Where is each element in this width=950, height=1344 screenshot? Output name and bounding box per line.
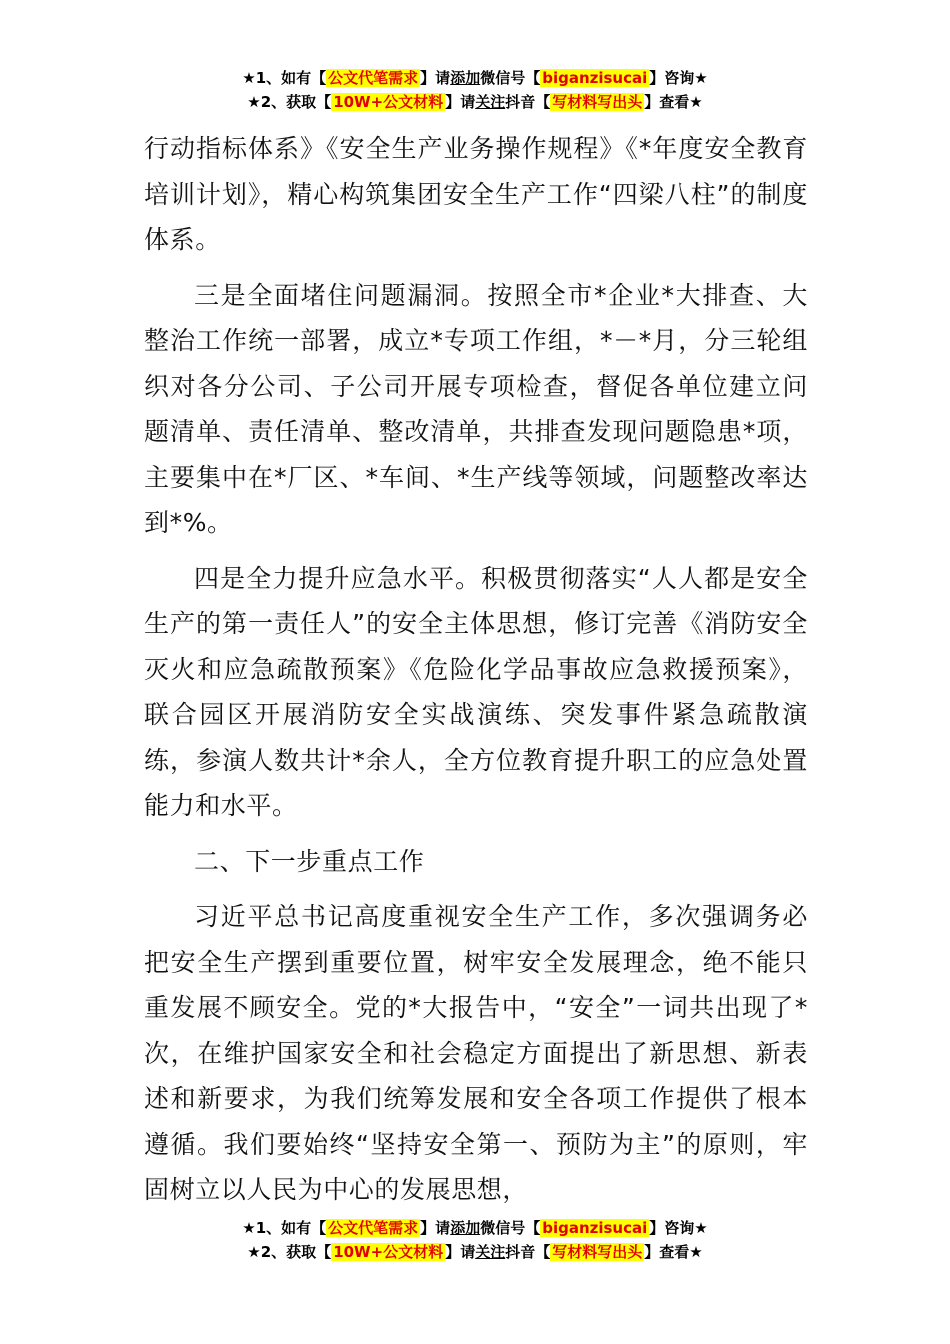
highlight-text: 写材料写出头 bbox=[552, 93, 643, 111]
paragraph: 行动指标体系》《安全生产业务操作规程》《*年度安全教育培训计划》，精心构筑集团安全生产工作“四梁八柱”的制度体系。 bbox=[144, 134, 808, 254]
highlight-text: 公文代笔需求 bbox=[328, 69, 419, 87]
highlight-text: 写材料写出头 bbox=[552, 1243, 643, 1261]
banner-line-1: ★1、如有【 公文代笔需求 】请添加微信号【 biganzisucai 】咨询★ bbox=[242, 1219, 708, 1237]
banner-line-1: ★1、如有【 公文代笔需求 】请添加微信号【 biganzisucai 】咨询★ bbox=[242, 69, 708, 87]
paragraph: 习近平总书记高度重视安全生产工作，多次强调务必把安全生产摆到重要位置，树牢安全发展理念，绝不能只重发展不顾安全。党的*大报告中，“安全”一词共出现了*次，在维护国家安全和社会稳定方面提出了新思想、新表述和新要求，为我们统筹发展和安全各项工作提供了根本遵循。我们要始终“坚持安全第一、预防为主”的原则，牢固树立以人民为中心的发展思想， bbox=[144, 902, 808, 1204]
paragraph: 三是全面堵住问题漏洞。按照全市*企业*大排查、大整治工作统一部署，成立*专项工作组，*－*月，分三轮组织对各分公司、子公司开展专项检查，督促各单位建立问题清单、责任清单、整改清单，共排查发现问题隐患*项，主要集中在*厂区、*车间、*生产线等领域，问题整改率达到*%。 bbox=[144, 280, 808, 537]
highlight-text: biganzisucai bbox=[542, 69, 648, 87]
highlight-text: 10W+公文材料 bbox=[333, 1243, 444, 1261]
banner-line-2: ★2、获取【 10W+公文材料 】请关注抖音【 写材料写出头 】查看★ bbox=[247, 93, 703, 111]
highlight-text: 10W+公文材料 bbox=[333, 93, 444, 111]
document-body bbox=[144, 126, 808, 1223]
section-heading: 二、下一步重点工作 bbox=[194, 846, 425, 876]
footer-banner bbox=[0, 1216, 950, 1264]
header-banner bbox=[0, 66, 950, 114]
highlight-text: biganzisucai bbox=[542, 1219, 648, 1237]
banner-line-2: ★2、获取【 10W+公文材料 】请关注抖音【 写材料写出头 】查看★ bbox=[247, 1243, 703, 1261]
highlight-text: 公文代笔需求 bbox=[328, 1219, 419, 1237]
paragraph: 四是全力提升应急水平。积极贯彻落实“人人都是安全生产的第一责任人”的安全主体思想，修订完善《消防安全灭火和应急疏散预案》《危险化学品事故应急救援预案》，联合园区开展消防安全实战演练、突发事件紧急疏散演练，参演人数共计*余人，全方位教育提升职工的应急处置能力和水平。 bbox=[144, 563, 808, 820]
